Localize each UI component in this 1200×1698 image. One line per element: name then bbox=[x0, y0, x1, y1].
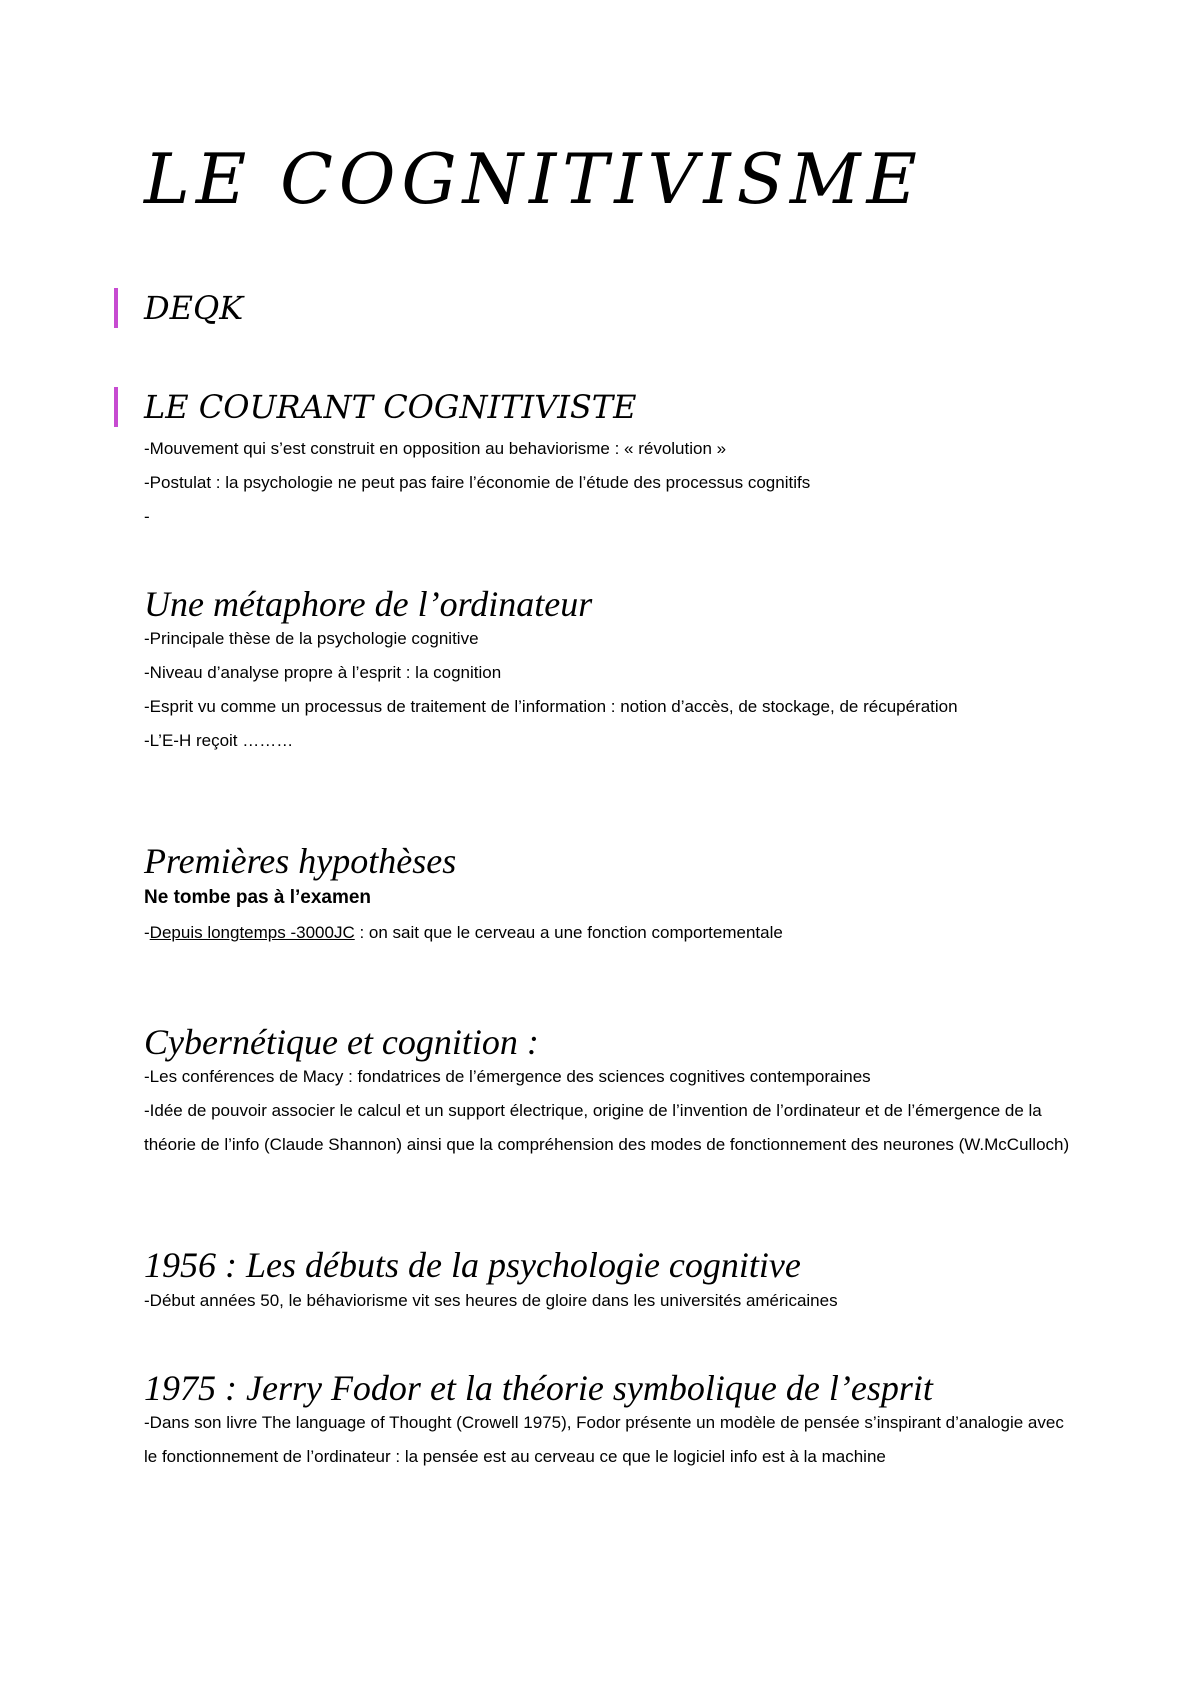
heading-deqk-text: DEQK bbox=[144, 289, 244, 327]
paragraph-line: -Les conférences de Macy : fondatrices de l’émergence des sciences cognitives contemporaines bbox=[144, 1067, 871, 1086]
heading-deqk bbox=[144, 289, 244, 327]
paragraph-line: - bbox=[144, 507, 150, 526]
section-fodor-body bbox=[144, 1406, 1074, 1474]
heading-courant bbox=[144, 388, 637, 426]
line-prefix: - bbox=[144, 923, 150, 942]
paragraph-line: -Postulat : la psychologie ne peut pas faire l’économie de l’étude des processus cognitifs bbox=[144, 473, 811, 492]
section-metaphore-body bbox=[144, 622, 1074, 758]
paragraph-line: -Début années 50, le béhaviorisme vit ses heures de gloire dans les universités américaines bbox=[144, 1291, 838, 1310]
paragraph-line: -Mouvement qui s’est construit en opposition au behaviorisme : « révolution » bbox=[144, 439, 727, 458]
heading-accent-bar bbox=[114, 387, 118, 427]
document-title: LE COGNITIVISME bbox=[144, 140, 923, 220]
paragraph-line: -Idée de pouvoir associer le calcul et un support électrique, origine de l’invention de l’ordinateur et de l’émergence de la théorie de l’info (Claude Shannon) ainsi que la compréhension des modes de fonctionnement des neurones (W.McCulloch) bbox=[144, 1101, 1070, 1154]
section-debuts-body bbox=[144, 1284, 1074, 1318]
heading-courant-text: LE COURANT COGNITIVISTE bbox=[144, 388, 637, 426]
paragraph-line: -Niveau d’analyse propre à l’esprit : la cognition bbox=[144, 663, 502, 682]
exam-note: Ne tombe pas à l’examen bbox=[144, 887, 372, 908]
section-courant-body bbox=[144, 432, 1074, 534]
paragraph-line bbox=[144, 916, 1074, 950]
underlined-phrase: Depuis longtemps -3000JC bbox=[149, 923, 355, 942]
paragraph-line: -Dans son livre The language of Thought (Crowell 1975), Fodor présente un modèle de pensée s’inspirant d’analogie avec le fonctionnement de l’ordinateur : la pensée est au cerveau ce que le logiciel info est à la machine bbox=[144, 1413, 1064, 1466]
heading-fodor: 1975 : Jerry Fodor et la théorie symbolique de l’esprit bbox=[144, 1368, 933, 1408]
heading-metaphore: Une métaphore de l’ordinateur bbox=[144, 584, 593, 624]
paragraph-line: -L’E-H reçoit ……… bbox=[144, 731, 294, 750]
heading-hypotheses: Premières hypothèses bbox=[144, 841, 457, 881]
paragraph-line: -Esprit vu comme un processus de traitement de l’information : notion d’accès, de stockage, de récupération bbox=[144, 697, 958, 716]
section-hypotheses-body bbox=[144, 916, 1074, 950]
section-cybernetique-body bbox=[144, 1060, 1074, 1162]
heading-accent-bar bbox=[114, 288, 118, 328]
line-rest: : on sait que le cerveau a une fonction comportementale bbox=[354, 923, 783, 942]
paragraph-line: -Principale thèse de la psychologie cognitive bbox=[144, 629, 479, 648]
heading-debuts: 1956 : Les débuts de la psychologie cognitive bbox=[144, 1245, 801, 1285]
heading-cybernetique: Cybernétique et cognition : bbox=[144, 1022, 539, 1062]
